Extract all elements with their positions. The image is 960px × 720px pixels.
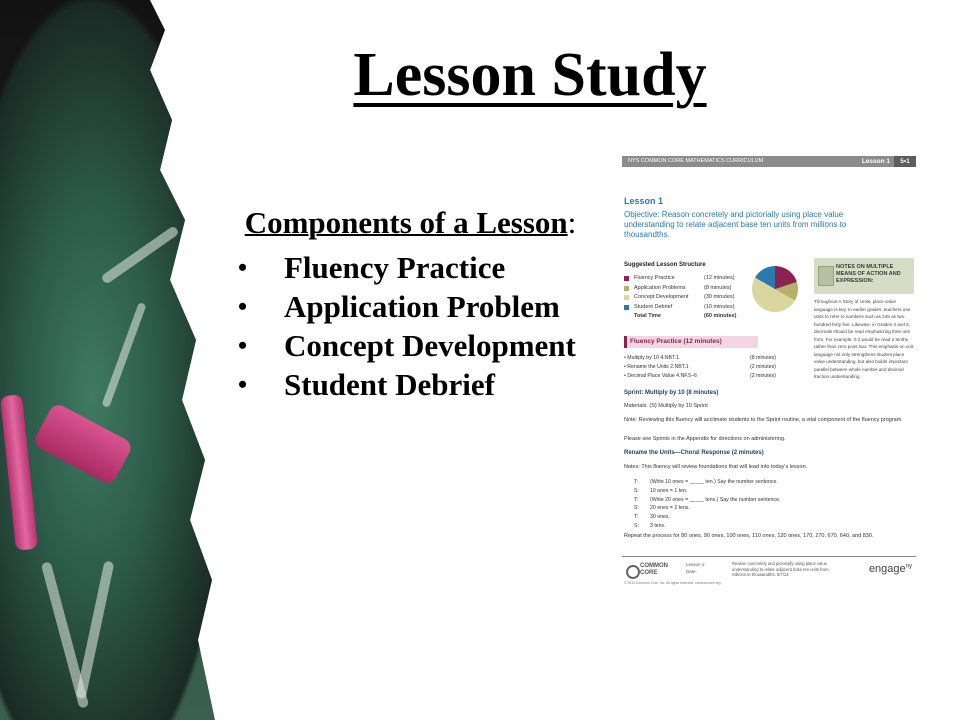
list-item [238,368,583,401]
notes-box [814,258,914,294]
row-name: Application Problems [634,284,686,291]
chalk-scribble [100,225,179,285]
swatch-icon [624,276,629,281]
row-minutes: (10 minutes) [704,303,735,310]
structure-row [624,284,744,294]
structure-row [624,312,744,322]
notes-text: Throughout A Story of Units, place value language is key. In earlier grades, teachers use units to refer to numbers such as 245 as two hundred forty five. Likewise, in Grades 4 and 5, decimals should be read emphasizing their unit form. For example, 0.2 would be read 2 tenths rather than zero point two. This emphasis on unit language not only strengthens student place value understanding, but also builds important parallel between whole number and decimal fraction understanding. [814,299,914,379]
structure-row [624,303,744,313]
list-item [634,487,894,496]
item-name: • Decimal Place Value 4.NF.5–6 [624,373,697,379]
speaker: S: [634,505,639,512]
note-text: Note: Reviewing this fluency will acclimate students to the Sprint routine, a vital component of the fluency program. [624,417,903,423]
item-minutes: (2 minutes) [750,373,776,379]
list-item [238,290,583,323]
list-item-label: Concept Development [284,328,576,363]
footer-meta [686,561,706,575]
structure-heading: Suggested Lesson Structure [624,262,706,268]
footer-description: Reason concretely and pictorially using place value understanding to relate adjacent base ten units from millions to thousandths. 5/7/13 [732,561,829,578]
repeat-text: Repeat the process for 80 ones, 90 ones, 100 ones, 110 ones, 120 ones, 170, 270, 670, 640, and 830. [624,533,874,539]
speaker: S: [634,487,639,494]
components-block [238,205,583,407]
list-item [624,354,804,363]
chalk-scribble [76,560,115,699]
structure-row [624,274,744,284]
list-item [634,513,894,522]
swatch-icon [624,286,629,291]
brand-sup: ny [905,563,912,570]
row-minutes: (12 minutes) [704,275,735,281]
fluency-section-bar: Fluency Practice (12 minutes) [624,336,758,348]
footer-lesson: Lesson 1: [686,562,706,567]
components-list [238,251,583,401]
speaker: T: [634,479,639,485]
list-item [634,496,894,505]
chalk-scribble [101,302,146,408]
copyright-text: © 2013 Common Core, Inc. All rights reserved. commoncore.org [624,581,721,585]
list-item-label: Student Debrief [284,367,495,402]
swatch-icon [624,305,629,310]
slide-title: Lesson Study [353,41,707,109]
structure-row [624,293,744,303]
common-core-logo [624,561,676,577]
list-item [634,504,894,513]
item-minutes: (8 minutes) [750,355,776,361]
utterance: (Write 10 ones = _____ ten.) Say the number sentence. [650,479,778,485]
row-minutes: (60 minutes) [704,313,737,319]
speaker: T: [634,496,639,503]
item-name: • Rename the Units 2.NBT.1 [624,364,689,370]
materials-text: Materials: (S) Multiply by 10 Sprint [624,403,708,409]
common-core-icon [626,565,640,579]
row-name: Fluency Practice [634,275,675,281]
list-item [238,251,583,284]
components-heading-text: Components of a Lesson [244,205,568,240]
logo-text: COMMON CORE [640,563,668,576]
utterance: 20 ones = 2 tens. [650,505,690,512]
swatch-icon [624,295,629,300]
pink-chalk-piece [0,394,38,550]
please-see-text: Please see Sprints in the Appendix for directions on administering. [624,436,786,442]
list-item [238,329,583,362]
list-item-label: Fluency Practice [284,250,506,285]
header-lesson-label: Lesson 1 [861,158,890,165]
list-item [624,372,804,381]
pink-chalk-piece [32,402,134,487]
speaker: S: [634,522,639,529]
footer-date: Date: [686,569,697,574]
engageny-logo [869,563,912,575]
utterance: (Write 20 ones = _____ tens.) Say the number sentence. [650,496,781,503]
fluency-list [624,354,804,381]
curriculum-label: NYS COMMON CORE MATHEMATICS CURRICULUM [628,158,764,164]
components-heading [238,205,583,241]
row-minutes: (30 minutes) [704,294,735,300]
row-name: Student Debrief [634,303,673,310]
list-item-label: Application Problem [284,289,560,324]
grade-badge: 5•1 [894,156,916,167]
list-item [634,478,894,487]
components-heading-colon: : [567,205,577,240]
sprint-heading: Sprint: Multiply by 10 (8 minutes) [624,390,719,396]
utterance: 3 tens. [650,522,666,529]
bullet-icon: • [238,292,248,321]
row-minutes: (8 minutes) [704,284,732,291]
item-name: • Multiply by 10 4.NBT.1 [624,355,679,361]
structure-table [624,274,744,322]
list-item [624,363,804,372]
utterance: 10 ones = 1 ten. [650,487,688,494]
bullet-icon: • [238,331,248,360]
lesson-objective: Objective: Reason concretely and pictorially using place value understanding to relate adjacent base ten units from millions to thousandths. [624,210,847,239]
rename-notes: Notes: This fluency will review foundations that will lead into today's lesson. [624,464,808,470]
document-footer [622,556,916,587]
list-item [634,522,894,531]
item-minutes: (2 minutes) [750,364,776,370]
bullet-icon: • [238,253,248,282]
lesson-time-pie-chart [752,266,798,312]
rename-heading: Rename the Units—Choral Response (2 minutes) [624,450,764,456]
notes-title: NOTES ON MULTIPLE MEANS OF ACTION AND EXPRESSION: [836,264,901,284]
bullet-icon: • [238,370,248,399]
document-header [622,156,916,167]
utterance: 30 ones. [650,514,670,521]
lesson-document-thumbnail [618,152,920,592]
exchange-list [634,478,894,531]
speaker: T: [634,514,639,521]
lesson-title: Lesson 1 [624,196,664,206]
row-name: Concept Development [634,294,689,300]
notes-icon [818,266,834,286]
brand-text: engage [868,563,906,575]
row-name: Total Time [634,313,661,319]
